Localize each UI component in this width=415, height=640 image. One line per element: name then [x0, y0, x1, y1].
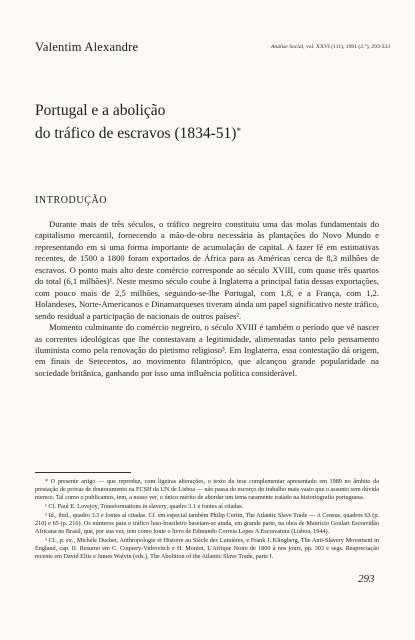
body-text [35, 219, 379, 379]
author-name: Valentim Alexandre [35, 40, 139, 54]
footnote-star: * O presente artigo — que reproduz, com ligeiras alterações, o texto da tese complementar apresentado em 1989 no âmbito da prestação de provas de doutoramento na FCSH da UN de Lisboa — não passa do escorço do trabalho mais vasto que o assunto sem dúvida merece. Tal como o publicamos, tem, a nosso ver, o único mérito de abordar um tema raramente tratado na historiografia portuguesa. [35, 478, 380, 502]
title-line-1: Portugal e a abolição [35, 102, 166, 119]
article-title [35, 100, 241, 144]
footnote-divider [35, 472, 131, 473]
title-line-2-wrap [35, 121, 241, 144]
footnote-2: ² Id., ibid., quadro 3.3 e fontes aí citadas. Cf. em especial também Philip Curtin, The Atlantic Slave Trade — A Census, quadros 63 (p. 210) e 65 (p. 216). Os números para o tráfico luso-brasileiro baseiam-se ainda, em grande parte, na obra de Maurício Goulart Escravidão Africana no Brasil, que, por sua vez, tem como fonte o livro de Edmundo Correia Lopes A Escravatura (Lisboa, 1944). [35, 511, 379, 535]
body-paragraph: Durante mais de três séculos, o tráfico negreiro constituiu uma das molas fundamentais do capitalismo mercantil, fornecendo a mão-de-obra necessária às plantações do Novo Mundo e representando em si uma forma importante de acumulação de capital. A fazer fé em estimativas recentes, de 1500 a 1800 foram exportados de África para as Américas cerca de 8,3 milhões de escravos. O ponto mais alto deste comércio corresponde ao século XVIII, com quase três quartos do total (6,1 milhões)¹. Neste mesmo século coube à Inglaterra a principal fatia dessas exportações, com pouco mais de 2,5 milhões, seguindo-se-lhe Portugal, com 1,8, e a França, com 1,2. Holandeses, Norte-Americanos e Dinamarqueses tiveram ainda um papel significativo neste tráfico, sendo residual a participação de nacionais de outros países². [35, 219, 379, 321]
page-number: 293 [358, 573, 375, 585]
title-footnote-marker: * [236, 126, 241, 136]
footnotes [35, 478, 379, 561]
title-line-2: do tráfico de escravos (1834-51) [35, 125, 237, 142]
journal-details: , vol. XXVI (111), 1991 (2.°), 293-333 [303, 44, 390, 50]
journal-name: Análise Social [271, 44, 304, 50]
footnote-3: ³ Cf., p. ex., Michèle Duchet, Anthropologie et Histoire au Siècle des Lumières, e Frank J. Klingberg, The Anti-Slavery Movement in England, cap. II. Resumo em C. Coquery-Vidrovitch e H. Moniot, L'Afrique Noire de 1800 à nos jours, pp. 303 e segs. Reapreciação recente em David Eltis e James Walvin (eds.), The Abolition of the Atlantic Slave Trade, parte I. [35, 536, 379, 560]
footnote-1: ¹ Cf. Paul E. Lovejoy, Transformations in slavery, quadro 3.1 e fontes aí citadas. [45, 503, 244, 510]
body-paragraph: Momento culminante do comércio negreiro, o século XVIII é também o período que vê nascer as correntes ideológicas que lhe contestavam a legitimidade, alimentadas tanto pelo pensamento iluminista como pela renovação do pietismo religioso³. Em Inglaterra, essa contestação dá origem, em finais de Setecentos, ao movimento filantrópico, que alcançou grande popularidade na sociedade britânica, ganhando por isso uma influência política considerável. [35, 322, 379, 378]
section-heading: INTRODUÇÃO [35, 195, 108, 206]
journal-reference [271, 44, 390, 50]
